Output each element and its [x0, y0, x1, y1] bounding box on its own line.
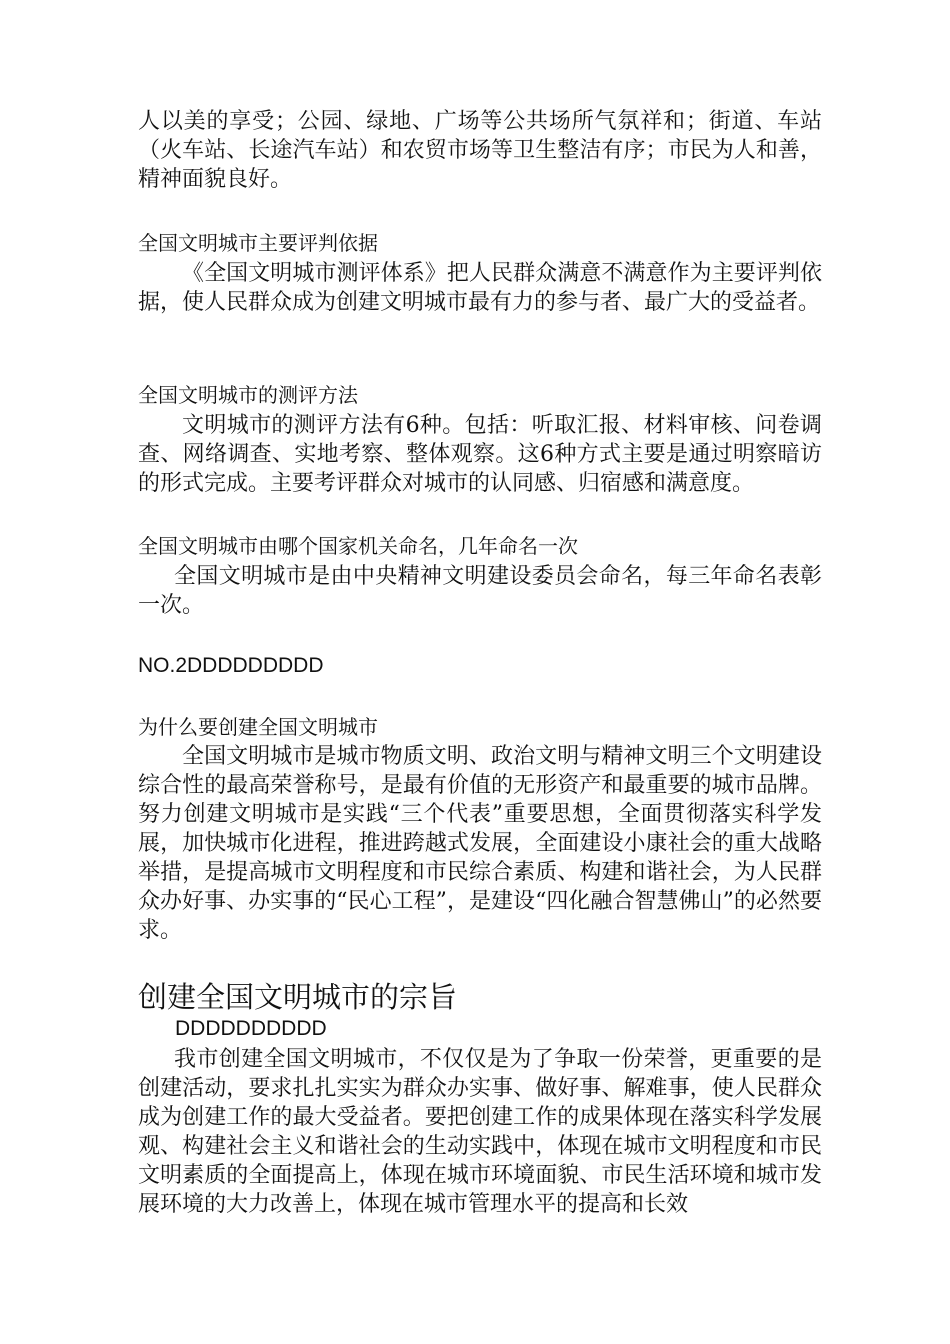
heading-purpose: 创建全国文明城市的宗旨 — [138, 980, 458, 1014]
heading-evaluation-basis: 全国文明城市主要评判依据 — [138, 231, 378, 255]
section-marker-no2: NO.2DDDDDDDDD — [138, 654, 324, 677]
heading-why-create: 为什么要创建全国文明城市 — [138, 715, 378, 739]
heading-evaluation-method: 全国文明城市的测评方法 — [138, 383, 358, 407]
evaluation-basis-paragraph: 《全国文明城市测评体系》把人民群众满意不满意作为主要评判依据，使人民群众成为创建文明城市最有力的参与者、最广大的受益者。 — [138, 261, 822, 315]
evaluation-method-paragraph: 文明城市的测评方法有6种。包括：听取汇报、材料审核、问卷调查、网络调查、实地考察、整体观察。这6种方式主要是通过明察暗访的形式完成。主要考评群众对城市的认同感、归宿感和满意度。 — [138, 413, 822, 496]
heading-naming-authority: 全国文明城市由哪个国家机关命名，几年命名一次 — [138, 534, 578, 558]
intro-tail-paragraph: 人以美的享受；公园、绿地、广场等公共场所气氛祥和；街道、车站（火车站、长途汽车站）和农贸市场等卫生整洁有序；市民为人和善，精神面貌良好。 — [138, 109, 822, 192]
purpose-paragraph: 我市创建全国文明城市，不仅仅是为了争取一份荣誉，更重要的是创建活动，要求扎扎实实为群众办实事、做好事、解难事，使人民群众成为创建工作的最大受益者。要把创建工作的成果体现在落实科学发展观、构建社会主义和谐社会的生动实践中，体现在城市文明程度和市民文明素质的全面提高上，体现在城市环境面貌、市民生活环境和城市发展环境的大力改善上，体现在城市管理水平的提高和长效 — [138, 1047, 822, 1217]
why-create-paragraph: 全国文明城市是城市物质文明、政治文明与精神文明三个文明建设综合性的最高荣誉称号，是最有价值的无形资产和最重要的城市品牌。努力创建文明城市是实践“三个代表”重要思想，全面贯彻落实科学发展，加快城市化进程，推进跨越式发展，全面建设小康社会的重大战略举措，是提高城市文明程度和市民综合素质、构建和谐社会，为人民群众办好事、办实事的“民心工程”，是建设“四化融合智慧佛山”的必然要求。 — [138, 744, 822, 943]
section-marker-d: DDDDDDDDDD — [175, 1017, 327, 1040]
naming-authority-paragraph: 全国文明城市是由中央精神文明建设委员会命名，每三年命名表彰一次。 — [138, 564, 822, 618]
